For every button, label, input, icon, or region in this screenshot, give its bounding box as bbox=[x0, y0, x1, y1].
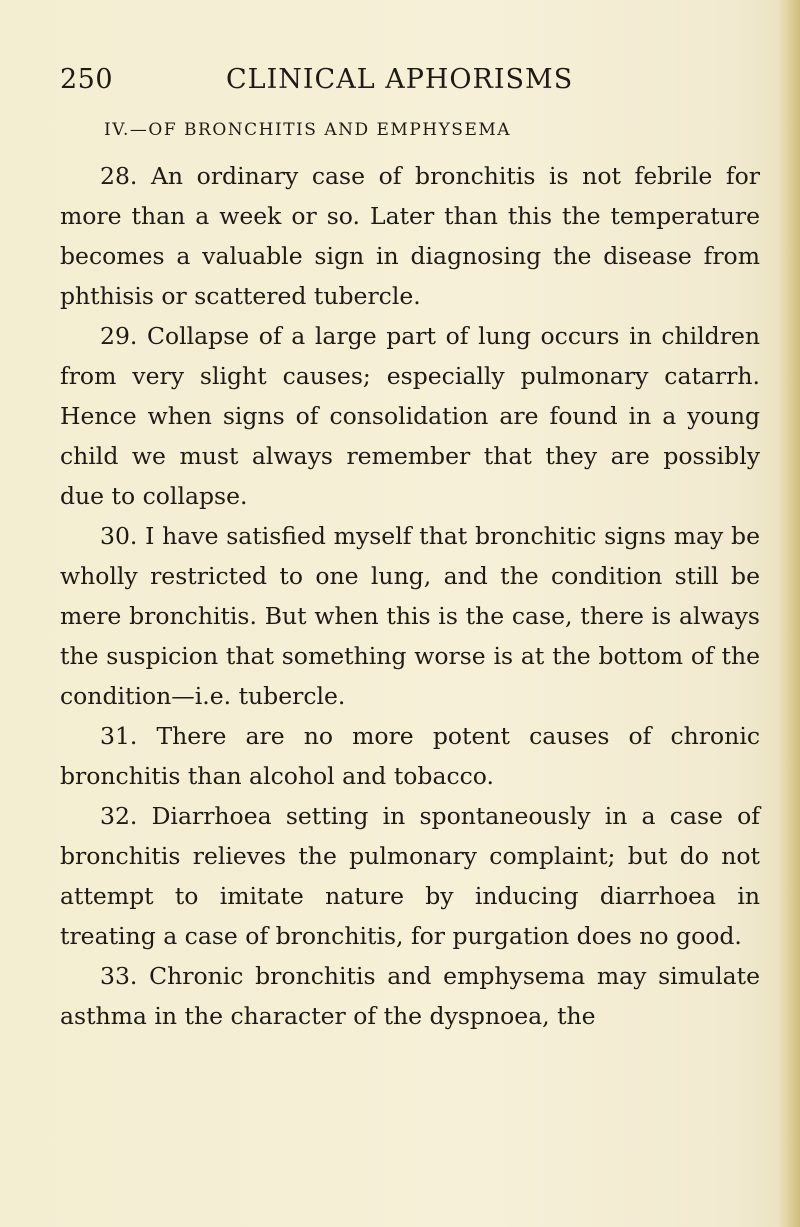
body-text bbox=[60, 156, 760, 1036]
paragraph-28: 28. An ordinary case of bronchitis is not febrile for more than a week or so. Later than this the temperature becomes a valuable sign in diagnosing the disease from phthisis or scattered tubercle. bbox=[60, 162, 760, 310]
paragraph-30: 30. I have satisfied myself that bronchitic signs may be wholly restricted to one lung, and the condition still be mere bronchitis. But when this is the case, there is always the suspicion that something worse is at the bottom of the condition—i.e. tubercle. bbox=[60, 522, 760, 710]
paragraph-31: 31. There are no more potent causes of chronic bronchitis than alcohol and tobacco. bbox=[60, 722, 760, 790]
running-title: CLINICAL APHORISMS bbox=[226, 64, 574, 95]
running-header bbox=[0, 64, 800, 104]
paragraph-29: 29. Collapse of a large part of lung occurs in children from very slight causes; especially pulmonary catarrh. Hence when signs of consolidation are found in a young child we must always remember that they are possibly due to collapse. bbox=[60, 322, 760, 510]
page-number: 250 bbox=[60, 64, 114, 95]
page-edge-shadow bbox=[778, 0, 800, 1227]
paragraph-32: 32. Diarrhoea setting in spontaneously in a case of bronchitis relieves the pulmonary complaint; but do not attempt to imitate nature by inducing diarrhoea in treating a case of bronchitis, for purgation does no good. bbox=[60, 802, 760, 950]
section-heading: IV.—OF BRONCHITIS AND EMPHYSEMA bbox=[104, 120, 512, 140]
paragraph-33: 33. Chronic bronchitis and emphysema may simulate asthma in the character of the dyspnoea, the bbox=[60, 962, 760, 1030]
